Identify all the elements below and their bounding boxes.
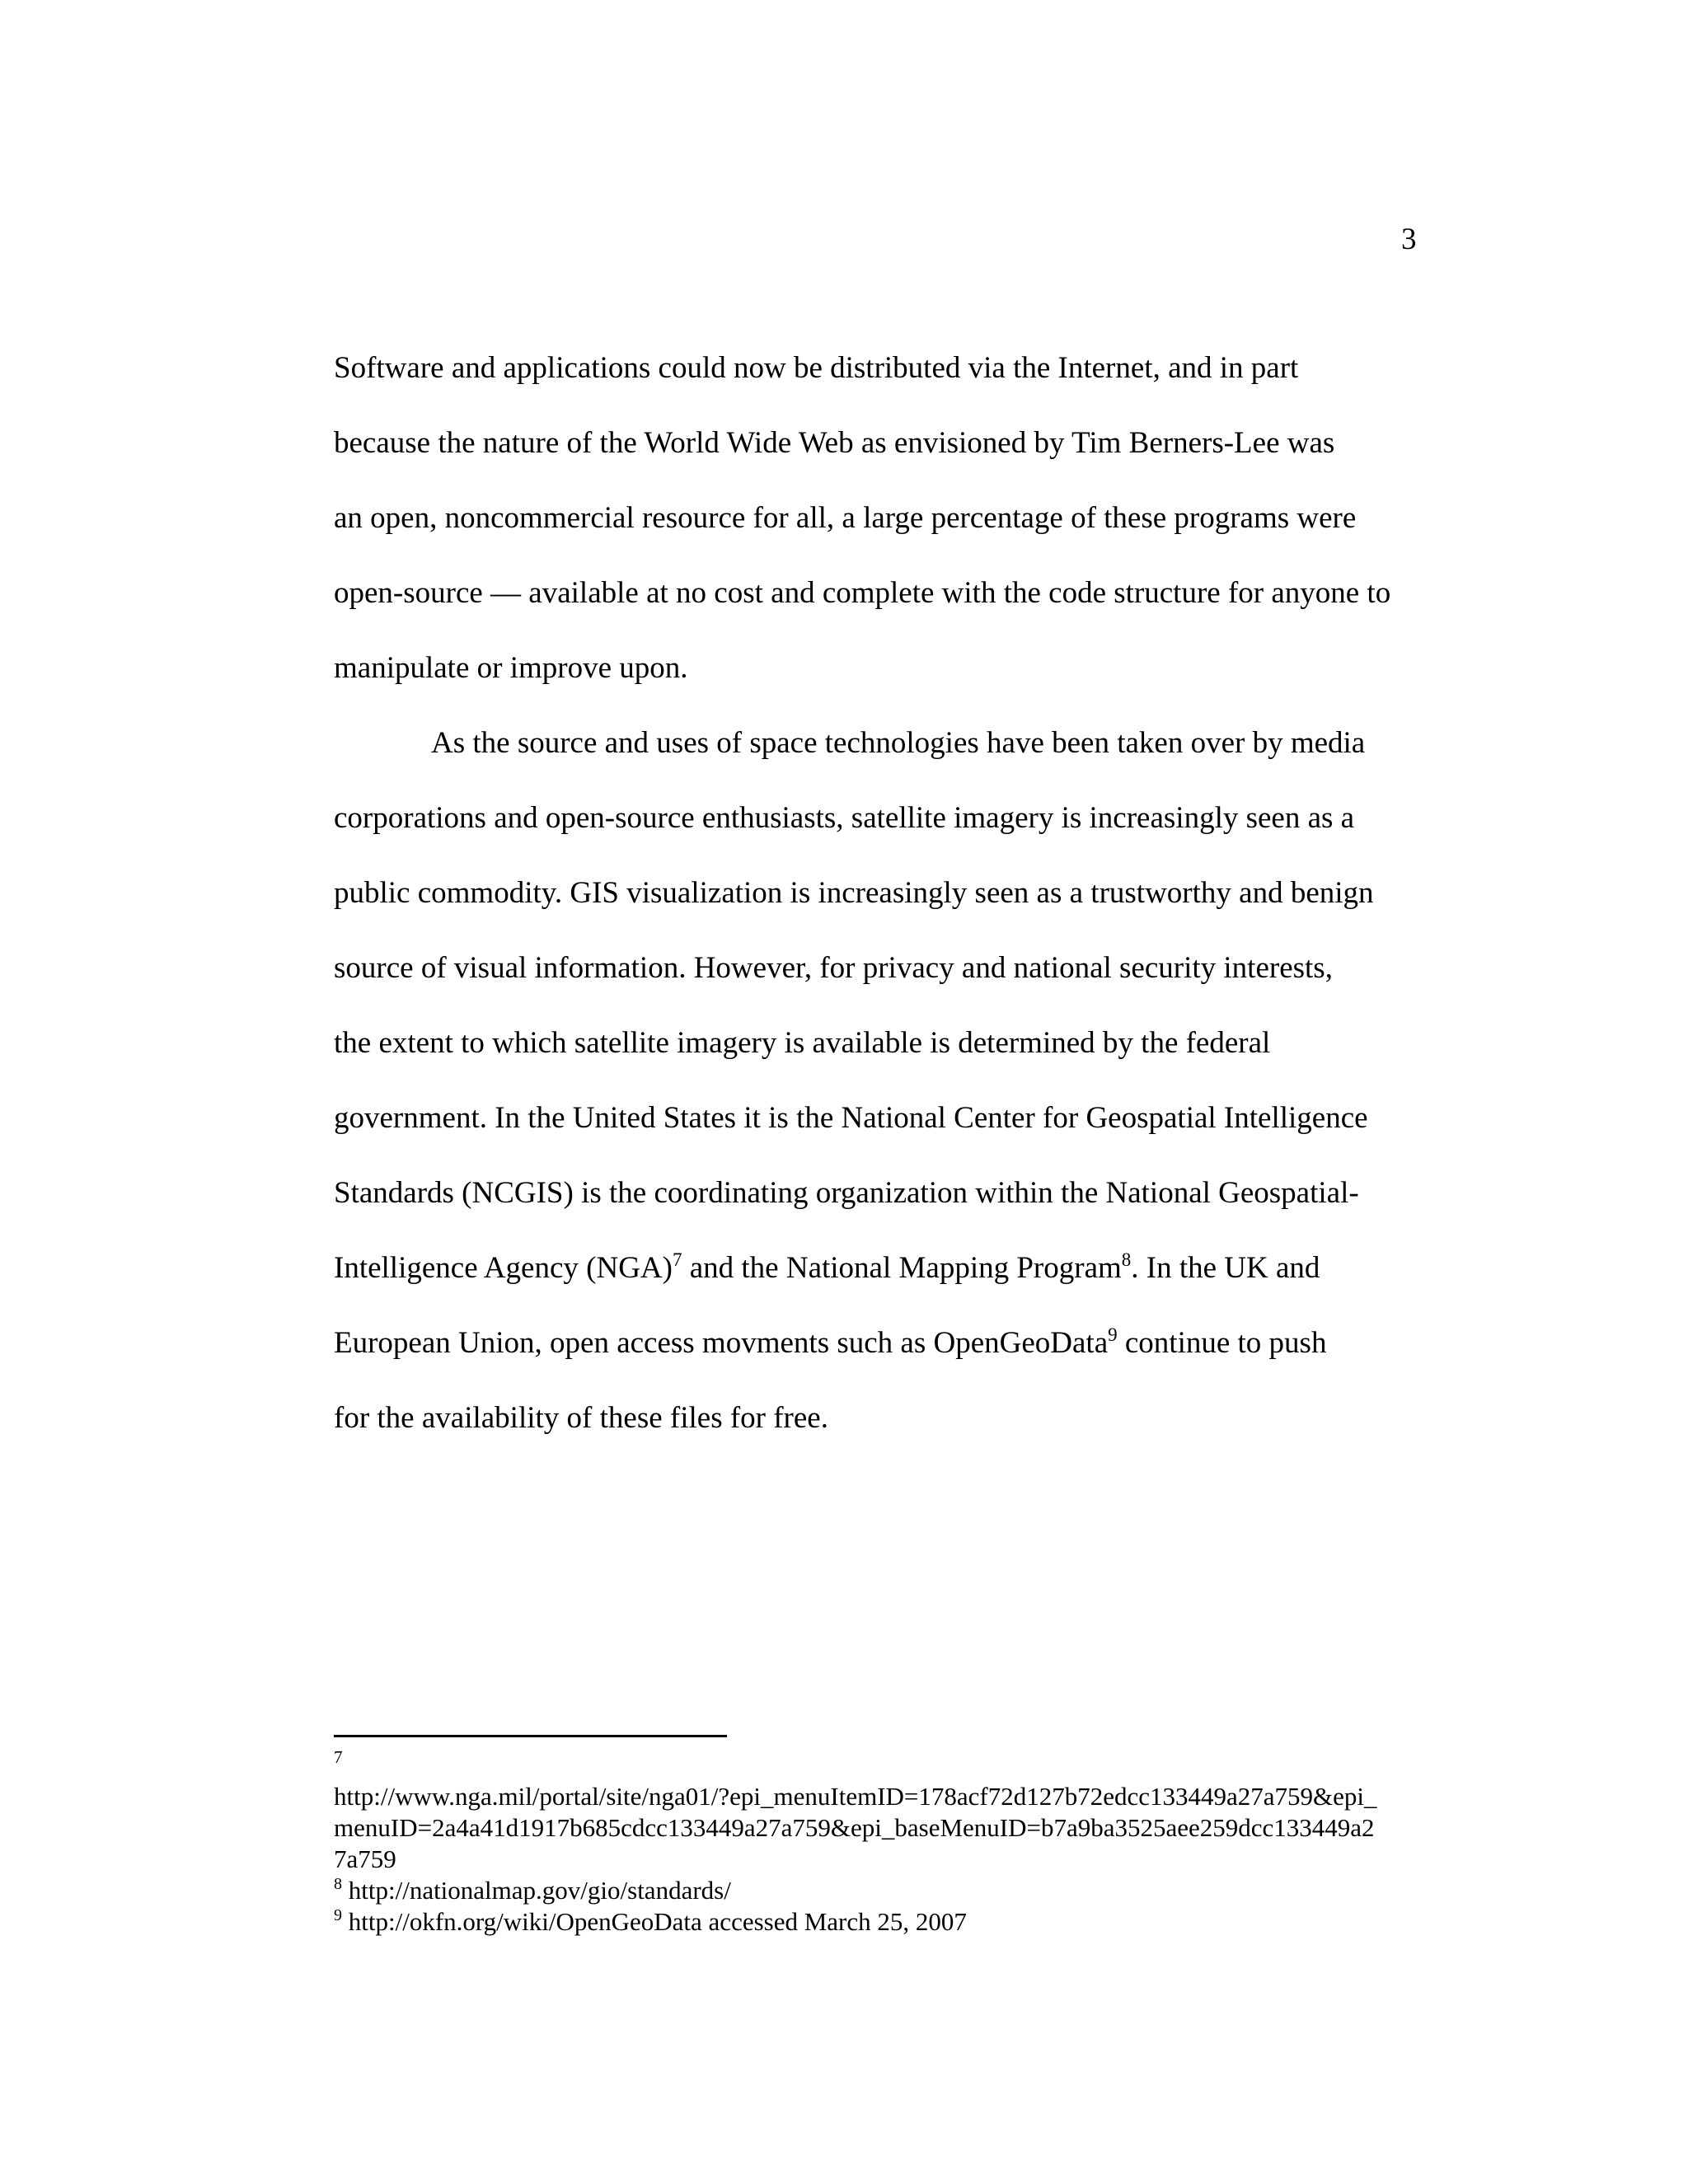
- paragraph-line: government. In the United States it is the National Center for Geospatial Intelligence: [334, 1101, 1368, 1135]
- paragraph-line: Standards (NCGIS) is the coordinating organization within the National Geospatial-: [334, 1176, 1359, 1210]
- paragraph-line: As the source and uses of space technologies have been taken over by media: [431, 726, 1366, 760]
- footnote-ref-9: 9: [1108, 1324, 1118, 1345]
- paragraph-line-with-refs: [334, 1249, 1320, 1291]
- footnote-ref-7: 7: [672, 1249, 682, 1270]
- footnote-8-text: http://nationalmap.gov/gio/standards/: [342, 1876, 731, 1905]
- footnote-separator: [334, 1735, 727, 1737]
- paragraph-line: for the availability of these files for free.: [334, 1401, 828, 1435]
- footnote-9-text: http://okfn.org/wiki/OpenGeoData accessed March 25, 2007: [342, 1907, 967, 1936]
- paragraph-line: Software and applications could now be distributed via the Internet, and in part: [334, 351, 1299, 385]
- paragraph-line: corporations and open-source enthusiasts, satellite imagery is increasingly seen as a: [334, 801, 1355, 835]
- paragraph-line: an open, noncommercial resource for all, a large percentage of these programs were: [334, 501, 1357, 535]
- paragraph-line: manipulate or improve upon.: [334, 651, 688, 685]
- line-text: European Union, open access movments such as OpenGeoData: [334, 1326, 1109, 1360]
- line-text: continue to push: [1117, 1326, 1327, 1360]
- paragraph-line-with-refs: [334, 1324, 1326, 1366]
- footnote-8: [334, 1875, 731, 1910]
- page-number: 3: [1401, 223, 1417, 256]
- footnote-ref-8: 8: [1121, 1249, 1132, 1270]
- footnote-7-line: 7a759: [334, 1844, 396, 1873]
- footnote-7-line: menuID=2a4a41d1917b685cdcc133449a27a759&epi_baseMenuID=b7a9ba3525aee259dcc133449a2: [334, 1813, 1375, 1842]
- paragraph-line: the extent to which satellite imagery is available is determined by the federal: [334, 1026, 1271, 1060]
- line-text: Intelligence Agency (NGA): [334, 1251, 673, 1285]
- footnote-9: [334, 1906, 967, 1941]
- line-text: and the National Mapping Program: [682, 1251, 1122, 1285]
- paragraph-line: open-source — available at no cost and complete with the code structure for anyone to: [334, 576, 1391, 610]
- line-text: . In the UK and: [1131, 1251, 1320, 1285]
- footnote-mark-8: 8: [334, 1875, 342, 1893]
- footnote-mark-9: 9: [334, 1906, 342, 1924]
- footnote-mark-7: 7: [334, 1747, 343, 1767]
- footnote-7-line: http://www.nga.mil/portal/site/nga01/?epi_menuItemID=178acf72d127b72edcc133449a27a759&epi_: [334, 1782, 1377, 1811]
- paragraph-line: because the nature of the World Wide Web as envisioned by Tim Berners-Lee was: [334, 426, 1335, 460]
- paragraph-line: source of visual information. However, for privacy and national security interests,: [334, 951, 1333, 985]
- paragraph-line: public commodity. GIS visualization is increasingly seen as a trustworthy and benign: [334, 876, 1374, 910]
